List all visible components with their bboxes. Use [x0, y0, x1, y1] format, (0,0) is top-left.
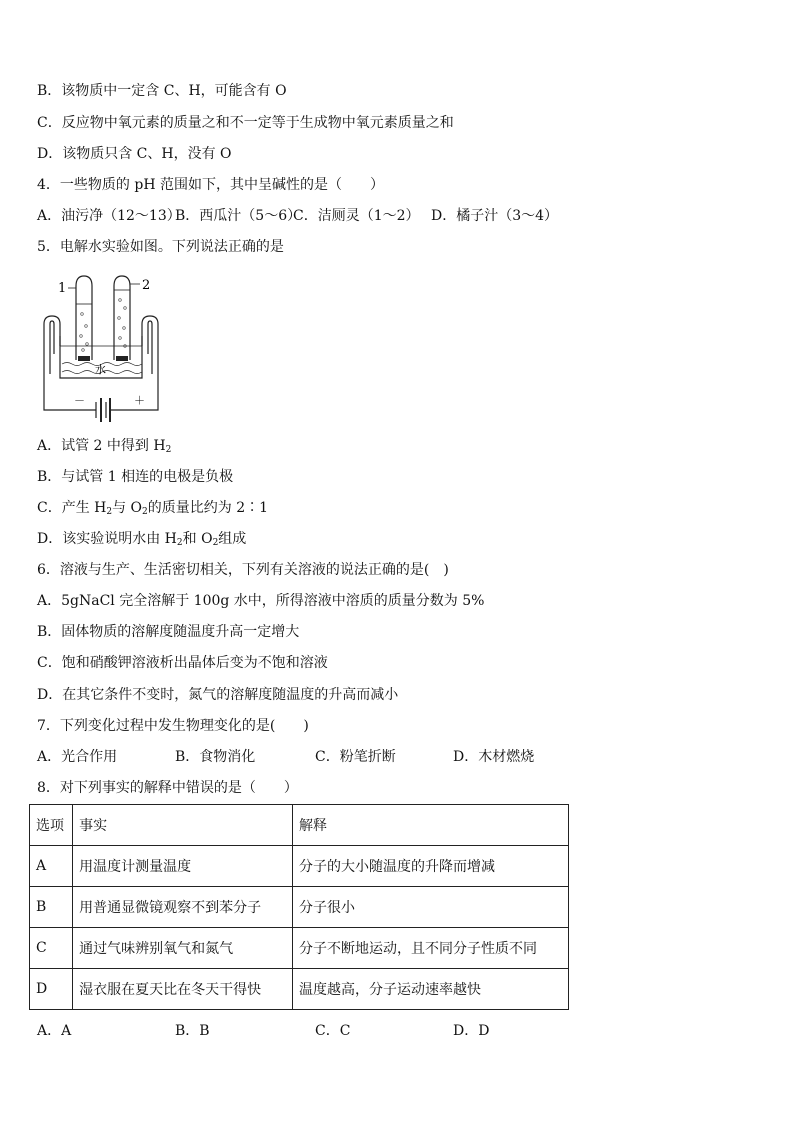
q8-option-b: B．B	[175, 1023, 210, 1039]
negative-terminal-label: －	[74, 394, 85, 407]
table-header-cell: 选项	[30, 805, 73, 846]
table-row	[30, 969, 569, 1010]
q8-stem: 8．对下列事实的解释中错误的是（ ）	[37, 780, 298, 796]
q6-option-a: A．5gNaCl 完全溶解于 100g 水中，所得溶液中溶质的质量分数为 5%	[37, 593, 485, 609]
table-cell: 分子不断地运动，且不同分子性质不同	[292, 928, 568, 969]
tube-2-label: 2	[142, 278, 151, 293]
q7-option-d: D．木材燃烧	[453, 749, 535, 765]
table-cell: 用温度计测量温度	[73, 846, 293, 887]
q8-option-a: A．A	[37, 1023, 72, 1039]
q7-stem: 7．下列变化过程中发生物理变化的是( )	[37, 718, 309, 734]
q5-option-d: D．该实验说明水由 $H_2$和 $O_2$组成	[37, 531, 247, 548]
q5-option-c: C．产生 $H_2$与 $O_2$的质量比约为 2∶1	[37, 500, 269, 517]
q5-option-b: B．与试管 1 相连的电极是负极	[37, 469, 234, 485]
q4-option-b: B．西瓜汁（5～6）	[175, 208, 302, 224]
q7-option-b: B．食物消化	[175, 749, 256, 765]
q6-stem: 6．溶液与生产、生活密切相关，下列有关溶液的说法正确的是( )	[37, 562, 449, 578]
q3-option-b: B．该物质中一定含 C、H，可能含有 O	[37, 83, 287, 99]
q4-options	[37, 207, 558, 225]
q4-option-c: C．洁厕灵（1～2）	[293, 208, 420, 224]
table-cell: 温度越高，分子运动速率越快	[292, 969, 568, 1010]
table-cell: 分子很小	[292, 887, 568, 928]
q6-option-b: B．固体物质的溶解度随温度升高一定增大	[37, 624, 300, 640]
table-cell: 用普通显微镜观察不到苯分子	[73, 887, 293, 928]
positive-terminal-label: ＋	[134, 394, 145, 407]
q8-options	[37, 1022, 489, 1040]
table-cell: B	[30, 887, 73, 928]
q4-stem: 4．一些物质的 pH 范围如下，其中呈碱性的是（ ）	[37, 177, 384, 193]
table-cell: D	[30, 969, 73, 1010]
q7-options	[37, 748, 534, 766]
table-header-row	[30, 805, 569, 846]
q8-option-d: D．D	[453, 1023, 490, 1039]
fact-explanation-table	[29, 804, 569, 1010]
electrolysis-apparatus-figure	[36, 274, 166, 426]
table-row	[30, 846, 569, 887]
table-row	[30, 928, 569, 969]
table-header-cell: 事实	[73, 805, 293, 846]
tube-1-label: 1	[58, 281, 67, 296]
q7-option-a: A．光合作用	[37, 749, 118, 765]
q4-option-d: D．橘子汁（3～4）	[431, 208, 559, 224]
q8-option-c: C．C	[315, 1023, 351, 1039]
q3-option-d: D．该物质只含 C、H，没有 O	[37, 146, 232, 162]
table-cell: 通过气味辨别氧气和氮气	[73, 928, 293, 969]
q4-option-a: A．油污净（12～13）	[37, 208, 181, 224]
table-cell: 湿衣服在夏天比在冬天干得快	[73, 969, 293, 1010]
water-label: 水	[95, 363, 106, 376]
q5-stem: 5．电解水实验如图。下列说法正确的是	[37, 239, 284, 255]
table-cell: A	[30, 846, 73, 887]
table-cell: 分子的大小随温度的升降而增减	[292, 846, 568, 887]
q6-option-d: D．在其它条件不变时，氮气的溶解度随温度的升高而减小	[37, 687, 399, 703]
table-header-cell: 解释	[292, 805, 568, 846]
q5-option-a: A．试管 2 中得到 $H_2$	[37, 438, 172, 455]
q6-option-c: C．饱和硝酸钾溶液析出晶体后变为不饱和溶液	[37, 655, 328, 671]
q3-option-c: C．反应物中氧元素的质量之和不一定等于生成物中氧元素质量之和	[37, 115, 454, 131]
table-cell: C	[30, 928, 73, 969]
table-row	[30, 887, 569, 928]
q7-option-c: C．粉笔折断	[315, 749, 396, 765]
